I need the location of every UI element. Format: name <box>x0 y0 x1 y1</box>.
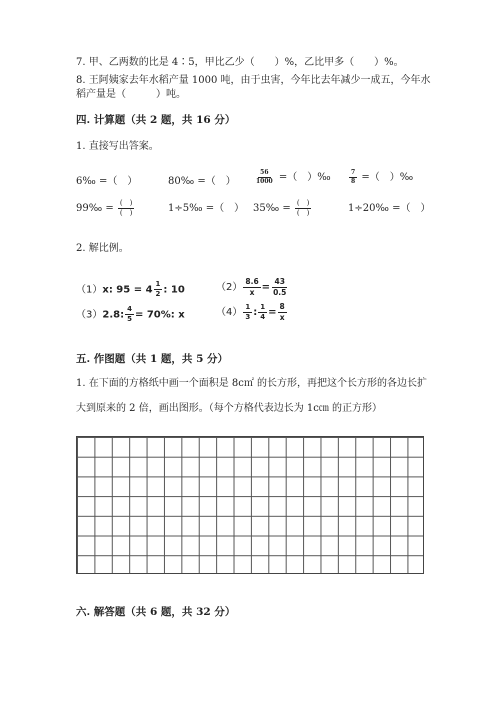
calc-q1-title: 1. 直接写出答案。 <box>76 141 159 152</box>
proportion-1: （1）x: 95 = 4 $\frac{1}{2}$ : 10 <box>76 280 185 298</box>
fraction: $\frac{43}{0.5}$ <box>273 277 287 297</box>
fraction: $\frac{1}{4}$ <box>260 302 266 321</box>
grid-paper[interactable] <box>76 436 424 574</box>
calc-item-1: 6‰ =（ ） <box>76 176 138 187</box>
proportion-3: （3）2.8: $\frac{4}{5}$ = 70%: x <box>76 305 185 323</box>
question-8-line2: 稻产量是（ ）吨。 <box>76 89 186 100</box>
calc-item-2: 80‰ =（ ） <box>168 176 236 187</box>
fraction: $\frac{8.6}{x}$ <box>245 277 259 297</box>
proportion-2: （2） $\frac{8.6}{x}$ = $\frac{43}{0.5}$ <box>216 277 287 297</box>
proportion-4: （4） $\frac{1}{3}$ : $\frac{1}{4}$ = $\frac{8}{x}$ <box>216 302 285 322</box>
fraction: $\frac{7}{8}$ <box>351 169 356 185</box>
fraction: $\frac{8}{x}$ <box>279 302 285 322</box>
calc-item-8: 1÷20‰ =（ ） <box>348 203 431 214</box>
fraction: $\frac{4}{5}$ <box>127 305 132 323</box>
calc-item-7: 35‰ = $\frac{( )}{( )}$ <box>253 199 310 217</box>
fraction: $\frac{( )}{( )}$ <box>119 199 133 217</box>
drawing-q1-line2: 大到原来的 2 倍，画出图形。（每个方格代表边长为 1c㎝ 的正方形） <box>76 403 383 414</box>
calc-item-5: 99‰ = $\frac{( )}{( )}$ <box>76 199 133 217</box>
calc-item-3: $\frac{56}{1000}$ =（ ）‰ <box>256 169 331 185</box>
drawing-q1-line1: 1. 在下面的方格纸中画一个面积是 8c㎡ 的长方形，再把这个长方形的各边长扩 <box>76 378 428 389</box>
fraction: $\frac{1}{3}$ <box>245 302 251 321</box>
calc-item-6: 1÷5‰ =（ ） <box>168 203 245 214</box>
section-5-title: 五. 作图题（共 1 题，共 5 分） <box>76 353 229 365</box>
fraction: $\frac{56}{1000}$ <box>256 169 273 185</box>
section-4-title: 四. 计算题（共 2 题，共 16 分） <box>76 114 236 126</box>
fraction: $\frac{( )}{( )}$ <box>296 199 310 217</box>
fraction: $\frac{1}{2}$ <box>155 280 161 298</box>
calc-item-4: $\frac{7}{8}$ =（ ）‰ <box>351 169 414 185</box>
question-8-line1: 8. 王阿姨家去年水稻产量 1000 吨，由于虫害，今年比去年减少一成五，今年水 <box>76 75 431 86</box>
section-6-title: 六. 解答题（共 6 题，共 32 分） <box>76 606 236 618</box>
calc-q2-title: 2. 解比例。 <box>76 243 129 254</box>
question-7: 7. 甲、乙两数的比是 4∶5，甲比乙少（ ）%，乙比甲多（ ）%。 <box>76 57 404 68</box>
